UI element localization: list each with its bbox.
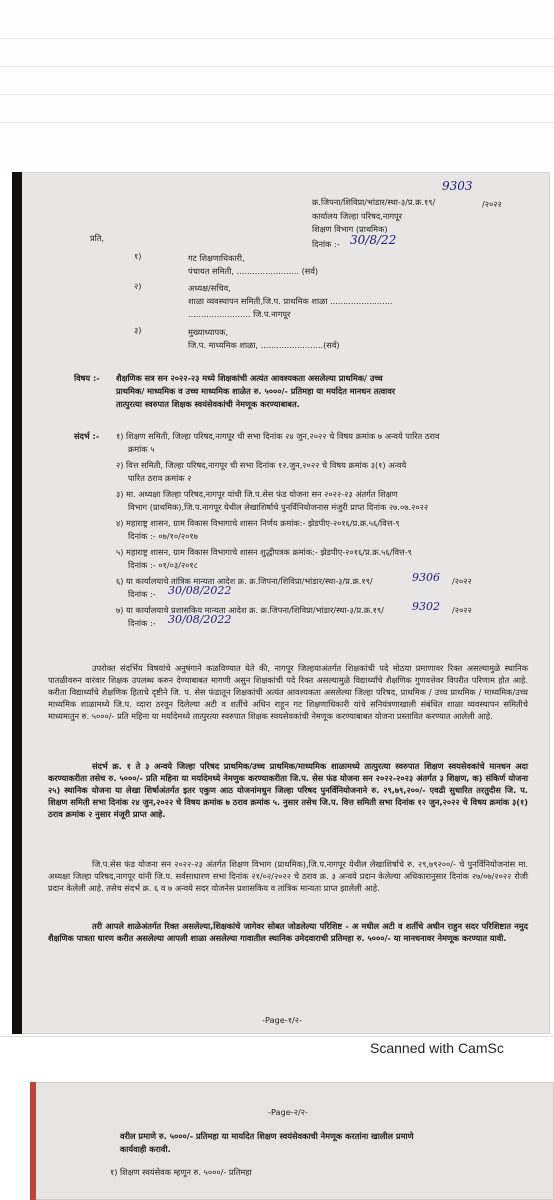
- reference-item: ३) मा. अध्यक्षा जिल्हा परिषद,नागपूर यांची जि.प.सेस फंड योजना सन २०२२-२३ अंतर्गत शिक्षण: [116, 489, 398, 499]
- reference-year: /२०२२: [452, 576, 472, 586]
- reference-item: क्रमांक ५: [128, 444, 155, 454]
- body-paragraph: तरी आपले शाळेअंतर्गत रिक्त असलेल्या,शिक्षकांचे जागेवर सोबत जोडलेल्या परिशिष्ट - अ मधील अटी व शर्तीचे अधीन राहुन सदर परिशिष्टात नमुद शैक्षणिक पात्रता धारण करीत असलेल्या आपली शाळा असलेल्या गावातील स्थानिक उमेदवाराची प्रतिमहा रु. ५०००/- या मानधनावर नेमणूक करण्यात यावी.: [48, 921, 528, 943]
- subject-line: प्राथमिक/ माध्यमिक व उच्च माध्यमिक शाळेत रु. ५०००/- प्रतिमहा या मर्यादेत मानधन तत्वावर: [116, 386, 396, 396]
- top-margin: [0, 0, 554, 170]
- scanner-watermark: Scanned with CamSc: [370, 1040, 504, 1056]
- subject-label: विषय :-: [74, 373, 100, 383]
- recipient-line: पंचायत समिती, ........................ (सर्व): [188, 266, 319, 276]
- handwritten-date: 30/8/22: [350, 233, 397, 247]
- date-label: दिनांक :-: [312, 239, 340, 249]
- recipient-line: ........................ जि.प.नागपूर: [188, 309, 291, 319]
- reference-line: क्र.जिपना/शिविप्रा/भांडार/स्था-३/प्र.क्र.१९/: [312, 197, 436, 207]
- recipient-line: गट शिक्षणाधिकारी,: [188, 253, 245, 263]
- reference-item: २) वित्त समिती, जिल्हा परिषद,नागपूर ची सभा दिनांक १२.जुन,२०२२ चे विषय क्रमांक ३(१) अन्वये: [116, 460, 407, 470]
- recipient-line: शाळा व्यवस्थापन समिती,जि.प. प्राथमिक शाळा ........................: [188, 296, 393, 306]
- page-number: -Page-१/२-: [262, 1015, 302, 1025]
- recipient-line: अध्यक्ष/सचिव,: [188, 283, 231, 293]
- recipient-line: मुख्याध्यापक,: [188, 327, 229, 337]
- subject-line: शैक्षणिक सत्र सन २०२२-२३ मध्ये शिक्षकांची अत्यंत आवश्यकता असलेल्या प्राथमिक/ उच्च: [116, 373, 383, 383]
- recipient-number: ३): [134, 325, 142, 335]
- handwritten-order-number: 9306: [412, 571, 440, 584]
- handwritten-outward-number: 9303: [442, 179, 473, 193]
- subject-line: तात्पुरत्या स्वरुपात शिक्षक स्वयंसेवकांची नेमणूक करण्याबाबत.: [116, 399, 300, 409]
- reference-date-label: दिनांक :-: [128, 618, 156, 628]
- scanner-watermark-bar: [0, 1036, 554, 1061]
- page-gap: [0, 1060, 554, 1084]
- references-label: संदर्भ :-: [74, 431, 100, 441]
- document-page-2: [30, 1082, 554, 1200]
- handwritten-date: 30/08/2022: [168, 613, 232, 626]
- document-page-1: [12, 172, 550, 1034]
- office-name: कार्यालय जिल्हा परिषद,नागपूर: [312, 211, 403, 221]
- reference-item: १) शिक्षण समिती, जिल्हा परिषद,नागपूर ची सभा दिनांक २४ जुन,२०२२ चे विषय क्रमांक ७ अन्वये पारित ठराव: [116, 431, 440, 441]
- reference-item: दिनांक :- ०१/०३/२०१८: [128, 560, 198, 570]
- body-line: कार्यवाही करावी.: [120, 1144, 171, 1154]
- reference-item: ७) या कार्यालयाचे प्रशासकिय मान्यता आदेश क्र. क्र.जिपना/शिविप्रा/भांडार/स्था-३/प्र.क्र.१९/: [116, 605, 384, 615]
- page-dark-edge: [12, 172, 22, 1034]
- page-number: -Page-२/२-: [268, 1107, 308, 1117]
- body-line: वरील प्रमाणे रु. ५०००/- प्रतिमहा या मार्यादेत शिक्षण स्वयंसेवकाची नेमणूक करतांना खालील प्रमाणे: [120, 1131, 414, 1141]
- recipient-line: जि.प. माध्यमिक शाळा, ........................(सर्व): [188, 340, 340, 350]
- recipient-number: १): [134, 251, 142, 261]
- reference-year: /२०२२: [452, 605, 472, 615]
- department-name: शिक्षण विभाग (प्राथमिक): [312, 224, 388, 234]
- reference-item: विभाग (प्राथमिक),जि.प.नागपूर येथील लेखाशिर्षाचे पुनर्विनियोजनास मंजुरी प्राप्त दिनांक २७.०७.२०२२: [128, 502, 429, 512]
- reference-date-label: दिनांक :-: [128, 589, 156, 599]
- reference-item: पारित ठराव क्रमांक २: [128, 473, 192, 483]
- prati-label: प्रति,: [90, 233, 105, 243]
- reference-item: ४) महाराष्ट्र शासन, ग्राम विकास विभागाचे शासन निर्णय क्रमांक:- झेडपीए-२०१६/प्र.क्र.५६/वित्त-९: [116, 518, 400, 528]
- reference-item: दिनांक :- ०७/१०/२०१७: [128, 531, 198, 541]
- recipient-number: २): [134, 281, 142, 291]
- body-paragraph: संदर्भ क्र. १ ते ३ अन्वये जिल्हा परिषद प्राथमिक/उच्च प्राथमिक/माध्यमिक शाळामध्ये तात्पुरत्या स्वरुपात शिक्षण स्वयसेवकांचे मानधन अदा करण्याकरीता तसेच रु. ५०००/- प्रति महिना या मर्यादेमध्ये नेमणुक करण्याकरीता जि.प. सेस फंड योजना सन २०२२-२०२३ अंतर्गत ३ शिक्षण, क) संकिर्ण योजना २५) स्थानिक योजना या लेखा शिर्षाअंतर्गत इतर एकुण आठ योजनांमधुन जिल्हा परिषद पुनर्विनियोजनाने रु. २९,७९,२००/- एवढी सुधारित तरतुदीस जि. प. शिक्षण समिती सभा दिनांक २४ जुन,२०२२ चे विषय क्रमांक ७ ठराव क्रमांक ५. नुसार तसेच जि.प. वित्त समिती सभा दिनांक १२ जुन,२०२२ चे विषय क्रमांक ३(१) ठराव क्रमांक २ नुसार मंजूरी प्राप्त आहे.: [48, 761, 528, 819]
- reference-year: /२०२२: [482, 199, 502, 209]
- red-folder-edge: [30, 1082, 36, 1200]
- body-line: १) शिक्षण स्वयंसेवक म्हणून रु. ५०००/- प्रतिमहा: [110, 1167, 252, 1177]
- reference-item: ५) महाराष्ट्र शासन, ग्राम विकास विभागाचे शासन शुद्धीपत्रक क्रमांक:- झेडपीए-२०१६/प्र.क्र.५६/वित्त-९: [116, 547, 412, 557]
- reference-item: ६) या कार्यालयाचे तांत्रिक मान्यता आदेश क्र. क्र.जिपना/शिविप्रा/भांडार/स्था-३/प्र.क्र.१९/: [116, 576, 373, 586]
- body-paragraph: उपरोक्त संदर्भिय विषयांचे अनुषंगाने कळविण्यात येते की, नागपूर जिल्हयाअंतर्गत शिक्षकांची पदे मोठया प्रमाणावर रिक्त असल्यामुळे स्थानिक पातळीवरुन वारंवार शिक्षक उपलब्ध करुन देण्याबाबत मागणी असुन शिक्षकांची पदे रिक्त असल्यामुळे विद्यार्थ्यांचे शैक्षणिक गुणवत्तेवर विपरीत परिणाम होत आहे. करीता विद्यार्थ्यांचे शैक्षणिक हिताचे दृष्टीने जि. प. सेस फंडातून शिक्षकांची अत्यंत आवश्यकता असलेल्या जिल्हा परिषद, प्राथमिक / उच्च प्राथमिक / माध्यमिक/उच्च माध्यमिक शाळामध्ये जि.प. व्दारा ठरवून दिलेल्या अटी व शर्तीचे अधिन राहून गट शिक्षणाधिकारी यांचे सनियंत्रणाखाली संबंधित शाळा व्यवस्थापन समितीचे माध्यमातुन रु. ५०००/- प्रति महिना या मर्यादेमध्ये तात्पुरत्या स्वरुपात शिक्षक स्वयसेवकांची नेमणूक करण्याबाबत योजना प्रस्तावित करण्यात आलेली आहे.: [48, 663, 528, 721]
- handwritten-date: 30/08/2022: [168, 584, 232, 597]
- body-paragraph: जि.प.सेस फंड योजना सन २०२२-२३ अंतर्गत शिक्षण विभाग (प्राथमिक),जि.प.नागपूर येथील लेखाशिर्षाचे रु. २९,७९२००/- चे पुनर्विनियोजनांस मा. अध्यक्षा जिल्हा परिषद,नागपूर यांनी जि.प. सर्वसाधारण सभा दिनांक २१/०२/२०२२ चे ठराव क्र. ३ अन्वये प्रदान केलेल्या अधिकारानुसार दिनांक २७/०७/२०२२ रोजी प्रदान केलेली आहे. तसेच संदर्भ क्र. ६ व ७ अन्वये सदर योजनेस प्रशासकिय व तांत्रिक मान्यता प्राप्त झालेली आहे.: [48, 859, 528, 893]
- handwritten-order-number: 9302: [412, 600, 440, 613]
